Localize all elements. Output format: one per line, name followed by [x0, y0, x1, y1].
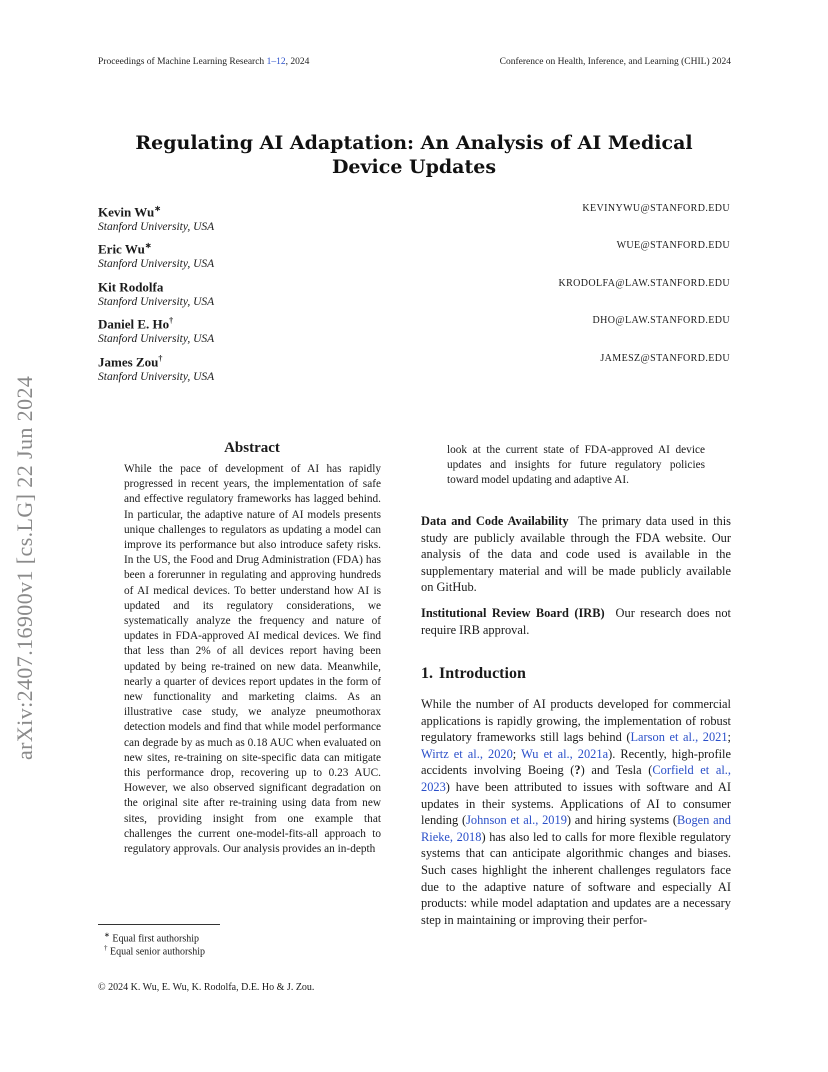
abstract-text: While the pace of development of AI has rapidly progressed in recent years, the implementation of safe and effective regulatory frameworks has lagged behind. In particular, the adaptive nature of AI models presents unique challenges to regulators as updating a model can improve its performance but also introduce safety risks. In the US, the Food and Drug Administration (FDA) has been a forerunner in regulating and approving hundreds of AI medical devices. To better understand how AI is updated and its regulatory considerations, we systematically analyze the frequency and nature of updates in FDA-approved AI medical devices. We find that less than 2% of all devices report having been updated by being re-trained on new data. Meanwhile, nearly a quarter of devices report updates in the form of new functionality and marketing claims. As an illustrative case study, we analyze pneumothorax detection models and find that while model performance can degrade by as much as 0.18 AUC when evaluated on new sites, re-training on site-specific data can mitigate this performance drop, recovering up to 0.23 AUC. However, we also observed significant degradation on the original site after re-training using data from new sites, providing insight from one example that challenges the current one-model-fits-all approach to regulatory approvals. Our analysis provides an in-depth — [124, 463, 381, 856]
author-affiliation: Stanford University, USA — [98, 296, 215, 309]
citation-link[interactable]: Corfield et al., 2023 — [421, 763, 731, 794]
paper-title: Regulating AI Adaptation: An Analysis of AI Medical Device Updates — [135, 132, 693, 178]
footnote — [104, 942, 205, 958]
irb-paragraph — [421, 605, 731, 638]
author-block — [98, 351, 730, 385]
data-availability-text: The primary data used in this study are publicly available through the FDA website. Our analysis of the data and code used is available in the supplementary material and will be made publicly available on GitHub. — [421, 514, 731, 595]
author-affiliation: Stanford University, USA — [98, 258, 215, 271]
introduction-text: ) and hiring systems ( — [566, 813, 677, 828]
author-name: Kevin Wu∗ — [98, 204, 161, 220]
footnote-divider — [98, 924, 220, 925]
introduction-text: While the number of AI products developed for commercial applications is rapidly growing, the implementation of robust regulatory frameworks still lags behind ( — [421, 697, 731, 745]
citation-link[interactable]: Larson et al., 2021 — [630, 730, 728, 745]
footnote-mark: ∗ — [104, 931, 110, 939]
abstract-continued-text: look at the current state of FDA-approved AI device updates and insights for future regulatory policies toward model updating and adaptive AI. — [447, 444, 705, 487]
irb-text: Our research does not require IRB approval. — [421, 606, 731, 637]
introduction-text: ; — [727, 730, 731, 745]
author-affiliation: Stanford University, USA — [98, 221, 215, 234]
author-block — [98, 276, 730, 310]
copyright-text: 2024 K. Wu, E. Wu, K. Rodolfa, D.E. Ho & J. Zou. — [105, 982, 315, 993]
introduction-text: ) has also led to calls for more flexible regulatory systems that can anticipate algorithmic changes and biases. Such cases highlight the inherent challenges regulators face due to the adaptive nature of software and especially AI products: while model adaptation and updates are a necessary step in maintaining or improving their perfor- — [421, 829, 731, 927]
section-number: 1. — [421, 665, 433, 682]
citation-link[interactable]: Johnson et al., 2019 — [466, 813, 567, 828]
footnote-text: Equal first authorship — [112, 933, 200, 945]
introduction-text: ) have been attributed to issues with software and AI updates in their systems. Applications of AI to consumer lending ( — [421, 779, 731, 828]
footnote-text: Equal senior authorship — [110, 946, 205, 958]
author-affiliation: Stanford University, USA — [98, 333, 215, 346]
author-block — [98, 238, 730, 272]
section-heading-introduction — [421, 665, 526, 683]
proceedings-year: , 2024 — [285, 57, 310, 67]
citation-link[interactable]: Bogen and Rieke, 2018 — [421, 813, 732, 844]
author-email[interactable]: KRODOLFA@LAW.STANFORD.EDU — [558, 278, 730, 289]
introduction-text: ? — [574, 763, 581, 778]
introduction-paragraph — [421, 696, 731, 928]
abstract-heading: Abstract — [224, 440, 280, 456]
author-name: Kit Rodolfa — [98, 279, 164, 295]
running-header-left — [98, 57, 309, 67]
proceedings-label: Proceedings of Machine Learning Research — [98, 57, 267, 67]
author-email[interactable]: DHO@LAW.STANFORD.EDU — [592, 315, 730, 326]
introduction-text: ). Recently, high-profile accidents involving Boeing ( — [421, 746, 731, 778]
introduction-text: ) and Tesla ( — [580, 763, 653, 778]
data-availability-paragraph — [421, 513, 731, 596]
author-email[interactable]: WUE@STANFORD.EDU — [616, 240, 730, 251]
citation-link[interactable]: Wu et al., 2021a — [521, 746, 609, 761]
author-affiliation: Stanford University, USA — [98, 371, 215, 384]
author-block — [98, 313, 730, 347]
author-name: James Zou† — [98, 354, 163, 370]
copyright-symbol: © — [98, 982, 106, 993]
introduction-text: ; — [512, 746, 522, 761]
author-name: Eric Wu∗ — [98, 241, 152, 257]
author-email[interactable]: KEVINYWU@STANFORD.EDU — [582, 203, 730, 214]
page-range-link[interactable]: 1–12 — [266, 57, 286, 67]
author-email[interactable]: JAMESZ@STANFORD.EDU — [600, 353, 730, 364]
author-block — [98, 201, 730, 235]
running-header-right: Conference on Health, Inference, and Learning (CHIL) 2024 — [499, 57, 731, 67]
footnote-mark: † — [104, 944, 108, 952]
data-availability-heading: Data and Code Availability — [421, 514, 569, 528]
section-title: Introduction — [439, 665, 526, 682]
copyright-line — [98, 982, 314, 993]
citation-link[interactable]: Wirtz et al., 2020 — [421, 746, 513, 761]
irb-heading: Institutional Review Board (IRB) — [421, 606, 605, 620]
arxiv-side-stamp: arXiv:2407.16900v1 [cs.LG] 22 Jun 2024 — [12, 375, 37, 760]
author-name: Daniel E. Ho† — [98, 316, 174, 332]
